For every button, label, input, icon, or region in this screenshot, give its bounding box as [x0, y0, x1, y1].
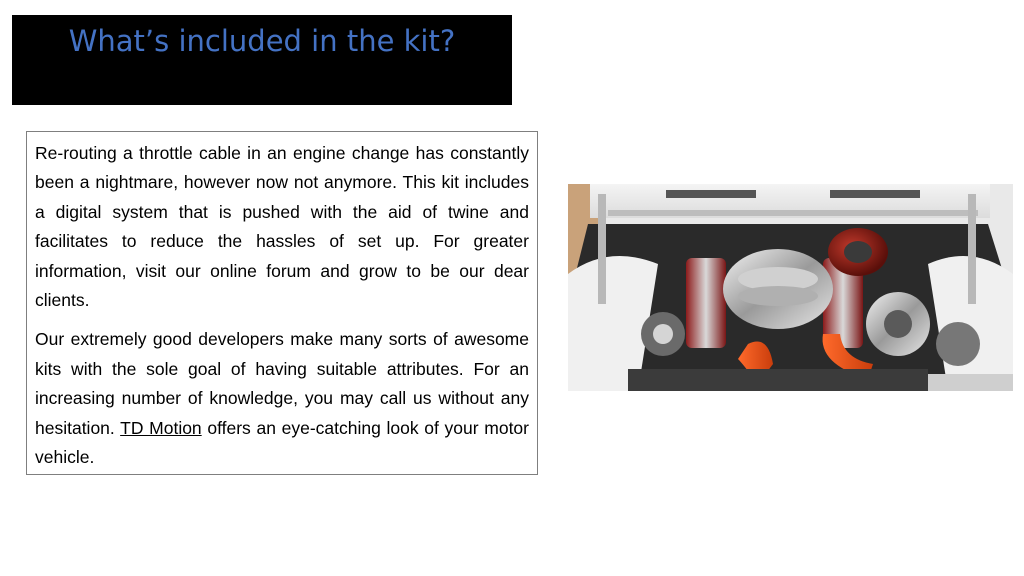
- paragraph-2: [35, 325, 529, 472]
- paragraph-2-text-start: Our extremely good developers make many sorts of awesome kits with the sole goal of having suitable attributes. For an increasing number of knowledge, you may call us without any hesitation.: [35, 329, 529, 438]
- td-motion-link[interactable]: TD Motion: [120, 417, 202, 438]
- text-box: [26, 131, 538, 475]
- paragraph-2-text-end: offers an eye-catching look of your motor vehicle.: [35, 417, 529, 468]
- slide-title: What’s included in the kit?: [68, 24, 456, 58]
- title-bar: [12, 15, 512, 105]
- paragraph-1: Re-routing a throttle cable in an engine change has constantly been a nightmare, however now not anymore. This kit includes a digital system that is pushed with the aid of twine and facilitates to reduce the hassles of set up. For greater information, visit our online forum and grow to be our dear clients.: [35, 143, 529, 311]
- car-engine-photo: [568, 184, 1013, 391]
